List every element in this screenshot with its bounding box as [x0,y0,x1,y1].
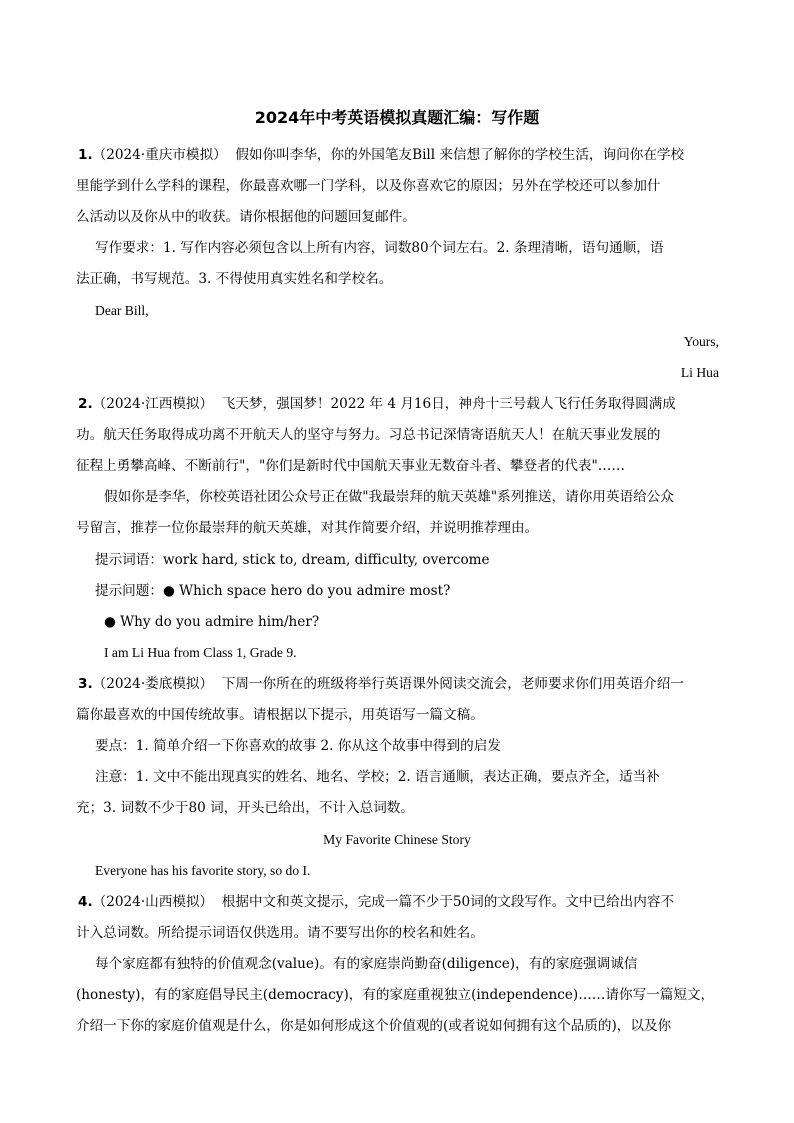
essay-opening: Everyone has his favorite story, so do I. [95,863,311,878]
letter-greeting: Dear Bill, [95,303,149,318]
letter-signature: Li Hua [680,365,719,380]
question-4-text: 每个家庭都有独特的价值观念(value)。有的家庭崇尚勤奋(diligence)，有的家庭强调诚信 [95,956,638,972]
question-3-text: 下周一你所在的班级将举行英语课外阅读交流会，老师要求你们用英语介绍一 [221,676,684,692]
essay-heading: My Favorite Chinese Story [323,832,471,847]
question-1-text: 假如你叫李华，你的外国笔友Bill 来信想了解你的学校生活，询问你在学校 [235,147,685,163]
question-4-first-line [78,892,674,912]
question-1-source: （2024·重庆市模拟） [92,147,227,163]
question-3-notes: 注意：1. 文中不能出现真实的姓名、地名、学校；2. 语言通顺，表达正确，要点齐全，适当补 [95,769,660,785]
question-2-text: 飞天梦，强国梦！2022 年 4 月16日，神舟十三号载人飞行任务取得圆满成 [221,396,676,412]
question-2-task: 假如你是李华，你校英语社团公众号正在做"我最崇拜的航天英雄"系列推送，请你用英语给公众 [104,489,674,505]
question-4-text: 介绍一下你的家庭价值观是什么，你是如何形成这个价值观的(或者说如何拥有这个品质的)，以及你 [76,1018,672,1034]
document-title: 2024年中考英语模拟真题汇编：写作题 [254,108,540,127]
question-3-number: 3. [78,676,93,692]
letter-closing: Yours, [683,334,719,349]
question-3-first-line [78,674,684,694]
question-2-task: 号留言，推荐一位你最崇拜的航天英雄，对其作简要介绍，并说明推荐理由。 [76,520,539,536]
question-1-text: 里能学到什么学科的课程，你最喜欢哪一门学科，以及你喜欢它的原因；另外在学校还可以参加什 [76,178,661,194]
question-4-source: （2024·山西模拟） [92,894,214,910]
hint-question-2: ● Why do you admire him/her? [104,614,320,630]
question-1-text: 么活动以及你从中的收获。请你根据他的问题回复邮件。 [76,209,416,225]
question-4-text: 计入总词数。所给提示词语仅供选用。请不要写出你的校名和姓名。 [76,925,484,941]
question-3-text: 篇你最喜欢的中国传统故事。请根据以下提示，用英语写一篇文稿。 [76,707,484,723]
question-4-text: (honesty)，有的家庭倡导民主(democracy)，有的家庭重视独立(independence)……请你写一篇短文， [76,987,715,1003]
essay-opening: I am Li Hua from Class 1, Grade 9. [104,645,297,660]
question-2-text: 功。航天任务取得成功离不开航天人的坚守与努力。习总书记深情寄语航天人！在航天事业发展的 [76,427,661,443]
question-3-notes: 充；3. 词数不少于80 词，开头已给出，不计入总词数。 [76,800,414,816]
hint-question-1: 提示问题：● Which space hero do you admire most? [95,583,451,599]
question-1-requirements: 写作要求：1. 写作内容必须包含以上所有内容，词数80个词左右。2. 条理清晰，语句通顺，语 [95,240,664,256]
question-1-first-line [78,145,684,165]
question-3-source: （2024·娄底模拟） [92,676,214,692]
question-4-number: 4. [78,894,93,910]
question-4-text: 根据中文和英文提示，完成一篇不少于50词的文段写作。文中已给出内容不 [221,894,675,910]
question-2-text: 征程上勇攀高峰、不断前行"，"你们是新时代中国航天事业无数奋斗者、攀登者的代表"…… [76,458,625,474]
question-2-first-line [78,394,676,414]
question-2-source: （2024·江西模拟） [92,396,214,412]
question-2-number: 2. [78,396,93,412]
hint-words: 提示词语：work hard, stick to, dream, difficulty, overcome [95,552,490,568]
question-1-requirements: 法正确，书写规范。3. 不得使用真实姓名和学校名。 [76,271,393,287]
question-3-key-points: 要点：1. 简单介绍一下你喜欢的故事 2. 你从这个故事中得到的启发 [95,738,501,754]
question-1-number: 1. [78,147,93,163]
